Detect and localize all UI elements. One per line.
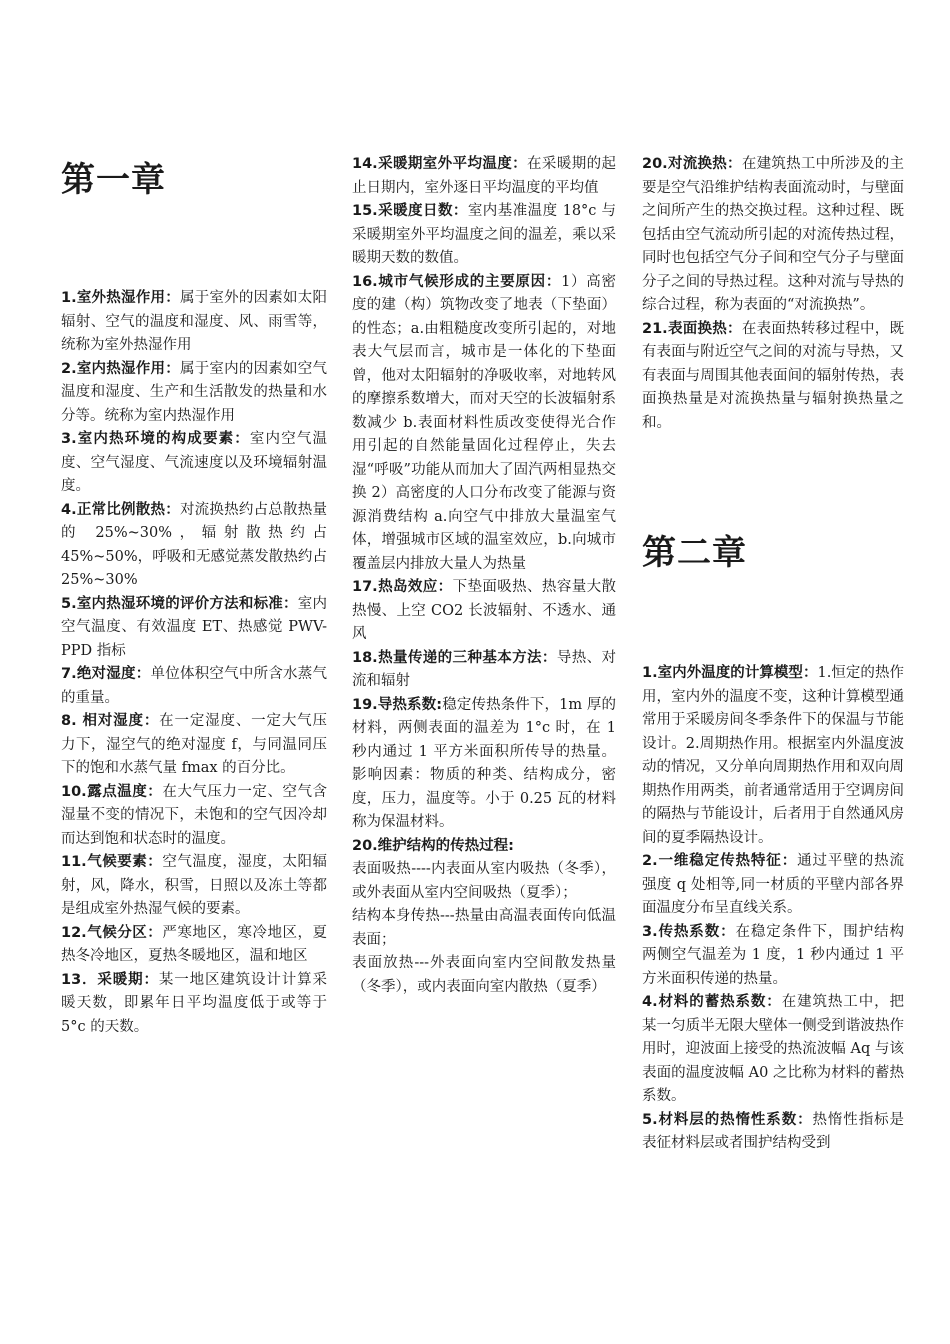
term-description: 在表面热转移过程中，既有表面与附近空气之间的对流与导热，又有表面与周围其他表面间的辐射传热，表面换热量是对流换热量与辐射换热量之和。 xyxy=(642,320,905,431)
term-description: 室内基准温度 18°c 与采暖期室外平均温度之间的温差，乘以采暖期天数的数值。 xyxy=(352,203,616,266)
definition-entry xyxy=(642,850,904,921)
definition-entry xyxy=(352,647,616,694)
process-line: 表面吸热----内表面从室内吸热（冬季），或外表面从室内空间吸热（夏季）； xyxy=(352,861,616,901)
column-3-text-bottom xyxy=(642,662,904,1156)
term-description: 在稳定条件下，围护结构两侧空气温差为 1 度，1 秒内通过 1 平方米面积传递的热量。 xyxy=(642,923,904,987)
column-2-text xyxy=(352,153,616,999)
chapter-heading-2: 第二章 xyxy=(642,533,747,573)
term-label: 5.室内热湿环境的评价方法和标准： xyxy=(61,595,298,612)
term-description: 属于室内的因素如空气温度和湿度、生产和生活散发的热量和水分等。统称为室内热湿作用 xyxy=(61,360,327,424)
definition-entry xyxy=(61,663,327,710)
definition-entry xyxy=(642,1109,904,1156)
term-description: 导热、对流和辐射 xyxy=(352,649,617,689)
definition-entry xyxy=(352,200,616,271)
term-label: 19.导热系数: xyxy=(352,696,443,713)
term-label: 1.室内外温度的计算模型： xyxy=(642,665,818,681)
term-description: 室内空气温度、空气湿度、气流速度以及环境辐射温度。 xyxy=(61,431,327,494)
term-label: 10.露点温度： xyxy=(61,783,163,800)
term-label: 1.室外热湿作用： xyxy=(61,290,180,306)
term-label: 12.气候分区： xyxy=(61,924,163,941)
term-description: 某一地区建筑设计计算采暖天数，即累年日平均温度低于或等于 5°c 的天数。 xyxy=(61,971,327,1035)
term-label: 11.气候要素： xyxy=(61,854,163,870)
term-description: 稳定传热条件下，1m 厚的材料，两侧表面的温差为 1°c 时，在 1 秒内通过 1 平方米面积所传导的热量。影响因素：物质的种类、结构成分，密度，压力，温度等。小于 0.25 瓦的材料称为保温材料。 xyxy=(352,696,616,830)
definition-entry xyxy=(642,921,904,992)
column-1 xyxy=(61,0,327,1344)
term-description: 空气温度，湿度，太阳辐射，风，降水，积雪，日照以及冻土等都是组成室外热湿气候的要素。 xyxy=(61,854,328,917)
term-label: 7.绝对湿度： xyxy=(61,666,151,682)
term-label: 4.正常比例散热： xyxy=(61,501,180,518)
term-label: 20.对流换热： xyxy=(642,156,742,172)
term-description: 1.恒定的热作用，室内外的温度不变，这种计算模型通常用于采暖房间冬季条件下的保温与节能设计。2.周期热作用。根据室内外温度波动的情况，又分单向周期热作用和双向周期热作用两类，前者通常适用于空调房间的隔热与节能设计，后者用于自然通风房间的夏季隔热设计。 xyxy=(642,665,904,846)
definition-entry xyxy=(352,271,616,577)
term-label: 3.室内热环境的构成要素： xyxy=(61,431,250,447)
definition-entry xyxy=(61,922,327,969)
definition-entry xyxy=(642,153,904,318)
term-description: 在建筑热工中，把某一匀质半无限大壁体一侧受到谐波热作用时，迎波面上接受的热流波幅 Aq 与该表面的温度波幅 A0 之比称为材料的蓄热系数。 xyxy=(642,994,904,1104)
term-description: 通过平壁的热流强度 q 处相等,同一材质的平壁内部各界面温度分布呈直线关系。 xyxy=(642,853,904,916)
term-label: 13．采暖期： xyxy=(61,971,159,988)
column-3-text-top xyxy=(642,153,904,435)
definition-entry xyxy=(352,576,616,647)
process-line: 结构本身传热---热量由高温表面传向低温表面； xyxy=(352,908,616,948)
term-label: 20.维护结构的传热过程: xyxy=(352,837,514,854)
term-description: 属于室外的因素如太阳辐射、空气的温度和湿度、风、雨雪等，统称为室外热湿作用 xyxy=(61,290,327,353)
term-description: 单位体积空气中所含水蒸气的重量。 xyxy=(61,666,328,706)
term-description: 在建筑热工中所涉及的主要是空气沿维护结构表面流动时，与壁面之间所产生的热交换过程。这种过程、既包括由空气流动所引起的对流传热过程，同时也包括空气分子间和空气分子与壁面分子之间的导热过程。这种对流与导热的综合过程，称为表面的“对流换热”。 xyxy=(642,156,905,313)
term-label: 3.传热系数： xyxy=(642,923,736,940)
definition-entry xyxy=(61,358,327,429)
term-label: 4.材料的蓄热系数： xyxy=(642,994,782,1010)
term-description: 下垫面吸热、热容量大散热慢、上空 CO2 长波辐射、不透水、通风 xyxy=(352,579,617,642)
term-description: 在一定湿度、一定大气压力下，湿空气的绝对湿度 f，与同温同压下的饱和水蒸气量 fmax 的百分比。 xyxy=(61,713,327,776)
term-label: 8. 相对湿度： xyxy=(61,713,160,729)
definition-entry xyxy=(352,694,616,835)
term-label: 5.材料层的热惰性系数： xyxy=(642,1111,813,1128)
definition-entry xyxy=(61,287,327,358)
definition-entry xyxy=(61,499,327,593)
definition-entry xyxy=(642,991,904,1109)
column-2 xyxy=(352,0,616,1344)
definition-entry xyxy=(642,318,904,436)
definition-entry xyxy=(61,851,327,922)
definition-entry xyxy=(352,153,616,200)
term-label: 16.城市气候形成的主要原因： xyxy=(352,273,562,290)
term-label: 15.采暖度日数： xyxy=(352,203,468,219)
term-label: 21.表面换热： xyxy=(642,320,742,337)
definition-entry xyxy=(352,835,616,859)
definition-entry xyxy=(642,662,904,850)
term-label: 14.采暖期室外平均温度： xyxy=(352,156,528,172)
chapter-heading-1: 第一章 xyxy=(61,160,166,200)
term-description: 1）高密度的建（构）筑物改变了地表（下垫面）的性态；a.由粗糙度改变所引起的，对地表大气层而言，城市是一体化的下垫面曾，他对太阳辐射的净吸收率，对地转风的摩擦系数增大，而对天空的长波辐射系数减少 b.表面材料性质改变使得光合作用引起的自然能量固化过程停止，失去湿“呼吸”功能从而加大了固汽两相显热交换 2）高密度的人口分布改变了能源与资源消费结构 a.向空气中排放大量温室气体，增强城市区域的温室效应，b.向城市覆盖层内排放大量人为热量 xyxy=(352,273,616,572)
definition-entry xyxy=(61,969,327,1040)
term-label: 2.一维稳定传热特征： xyxy=(642,853,798,869)
term-label: 17.热岛效应： xyxy=(352,579,453,595)
definition-entry xyxy=(61,781,327,852)
term-label: 2.室内热湿作用： xyxy=(61,360,180,377)
definition-entry xyxy=(61,710,327,781)
column-1-text xyxy=(61,287,327,1039)
term-description: 严寒地区，寒冷地区，夏热冬冷地区，夏热冬暖地区，温和地区 xyxy=(61,924,328,964)
column-3 xyxy=(642,0,904,1344)
term-description: 对流换热约占总散热量的 25%~30%，辐射散热约占 45%~50%，呼吸和无感觉蒸发散热约占 25%~30% xyxy=(61,501,327,588)
term-description: 热惰性指标是表征材料层或者围护结构受到 xyxy=(642,1111,904,1151)
definition-entry xyxy=(61,593,327,664)
process-line: 表面放热---外表面向室内空间散发热量（冬季），或内表面向室内散热（夏季） xyxy=(352,955,616,995)
term-label: 18.热量传递的三种基本方法： xyxy=(352,649,557,666)
term-description: 室内空气温度、有效温度 ET、热感觉 PWV-PPD 指标 xyxy=(61,595,327,659)
term-description: 在大气压力一定、空气含湿量不变的情况下，未饱和的空气因冷却而达到饱和状态时的温度。 xyxy=(61,783,328,847)
term-description: 在采暖期的起止日期内，室外逐日平均温度的平均值 xyxy=(352,156,617,196)
definition-entry xyxy=(61,428,327,499)
